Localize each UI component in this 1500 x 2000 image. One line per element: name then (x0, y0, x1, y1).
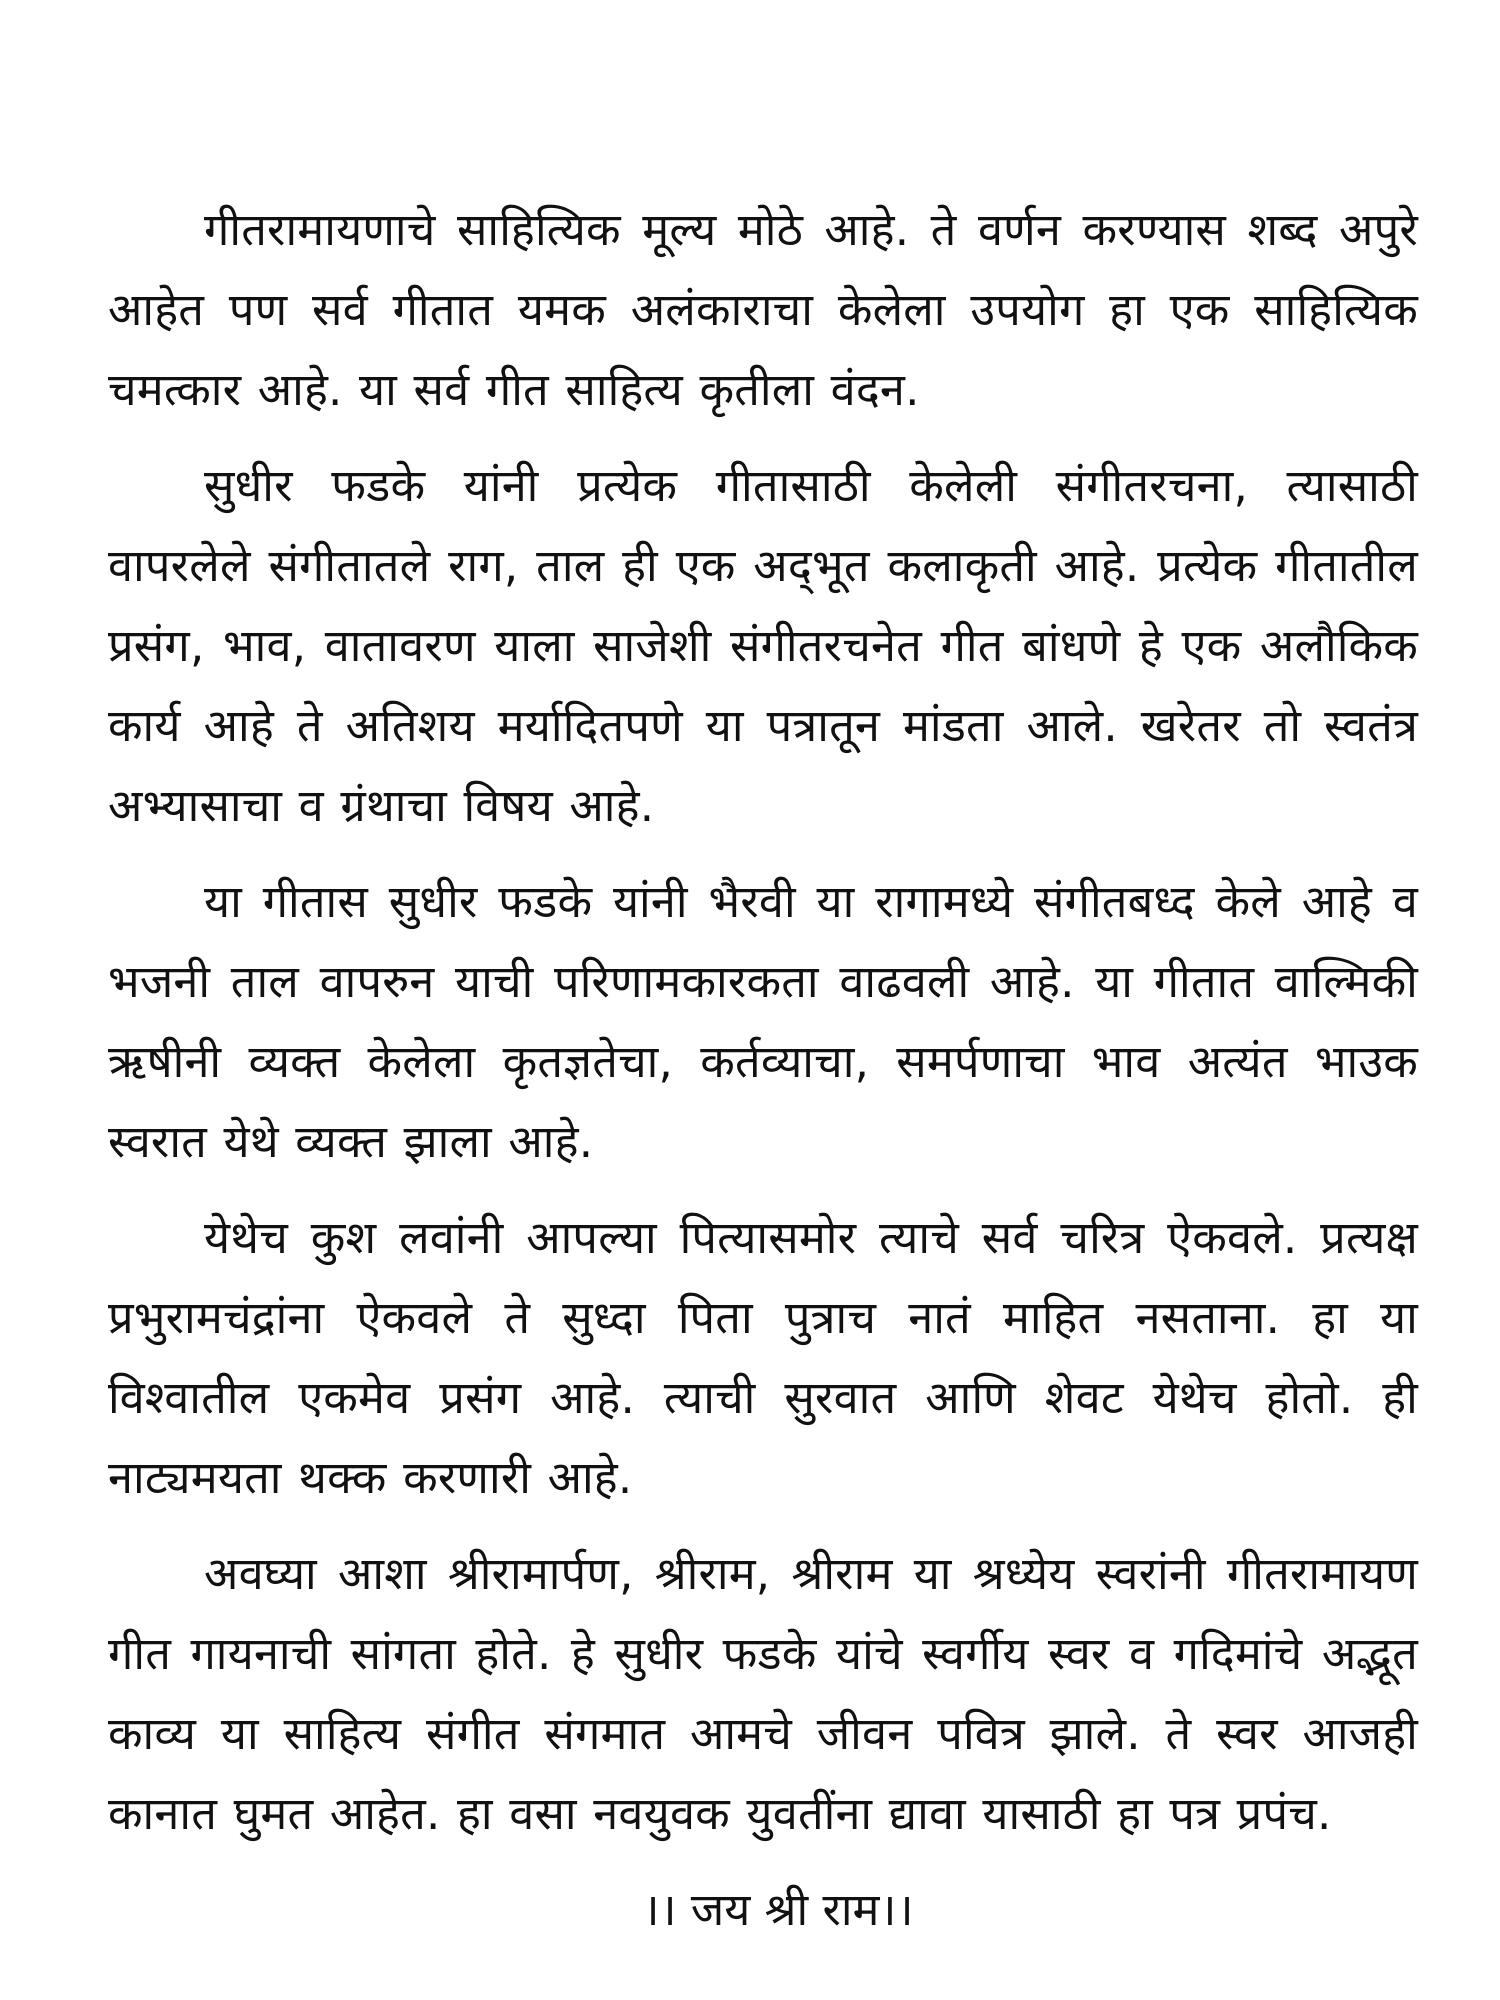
paragraph-music-composition: सुधीर फडके यांनी प्रत्येक गीतासाठी केलेली संगीतरचना, त्यासाठी वापरलेले संगीतातले राग, ताल ही एक अद्‌भूत कलाकृती आहे. प्रत्येक गीतातील प्रसंग, भाव, वातावरण याला साजेशी संगीतरचनेत गीत बांधणे हे एक अलौकिक कार्य आहे ते अतिशय मर्यादितपणे या पत्रातून मांडता आले. खरेतर तो स्वतंत्र अभ्यासाचा व ग्रंथाचा विषय आहे. (108, 459, 1418, 832)
closing-salutation: ।। जय श्री राम।। (642, 1883, 914, 1936)
paragraph-raga-bhairavi: या गीतास सुधीर फडके यांनी भैरवी या रागामध्ये संगीतबध्द केले आहे व भजनी ताल वापरुन याची परिणामकारकता वाढवली आहे. या गीतात वाल्मिकी ऋषीनी व्यक्त केलेला कृतज्ञतेचा, कर्तव्याचा, समर्पणाचा भाव अत्यंत भाउक स्वरात येथे व्यक्त झाला आहे. (108, 875, 1418, 1168)
paragraph-kush-lav: येथेच कुश लवांनी आपल्या पित्यासमोर त्याचे सर्व चरित्र ऐकवले. प्रत्यक्ष प्रभुरामचंद्रांना ऐकवले ते सुध्दा पिता पुत्राच नातं माहित नसताना. हा या विश्वातील एकमेव प्रसंग आहे. त्याची सुरवात आणि शेवट येथेच होतो. ही नाट्यमयता थक्क करणारी आहे. (108, 1211, 1418, 1504)
document-page (108, 190, 1418, 1950)
paragraph-literary-value: गीतरामायणाचे साहित्यिक मूल्य मोठे आहे. ते वर्णन करण्यास शब्द अपुरे आहेत पण सर्व गीतात यमक अलंकाराचा केलेला उपयोग हा एक साहित्यिक चमत्कार आहे. या सर्व गीत साहित्य कृतीला वंदन. (108, 203, 1418, 416)
paragraph-conclusion: अवघ्या आशा श्रीरामार्पण, श्रीराम, श्रीराम या श्रध्येय स्वरांनी गीतरामायण गीत गायनाची सांगता होते. हे सुधीर फडके यांचे स्वर्गीय स्वर व गदिमांचे अद्भूत काव्य या साहित्य संगीत संगमात आमचे जीवन पवित्र झाले. ते स्वर आजही कानात घुमत आहेत. हा वसा नवयुवक युवतींना द्यावा यासाठी हा पत्र प्रपंच. (108, 1547, 1418, 1840)
